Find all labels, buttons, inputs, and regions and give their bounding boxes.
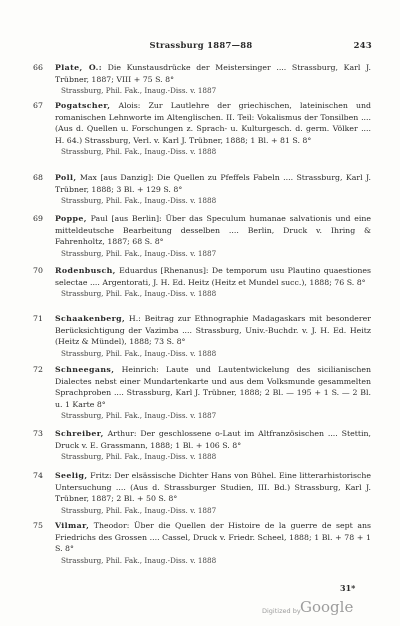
entry-number: 74 bbox=[33, 471, 43, 480]
entry-number: 75 bbox=[33, 521, 43, 530]
bib-entry bbox=[33, 428, 371, 463]
signature-mark: 31* bbox=[340, 583, 356, 593]
entry-author: Poppe, bbox=[55, 214, 87, 223]
entry-note: Strassburg, Phil. Fak., Inaug.-Diss. v. 1887 bbox=[61, 86, 217, 96]
entry-author: Poll, bbox=[55, 173, 77, 182]
entry-text: Max [aus Danzig]: Die Quellen zu Pfeffels Fabeln .... Strassburg, Karl J. Trübner, 1888; 3 Bl. + 129 S. 8° bbox=[55, 173, 371, 194]
entry-note: Strassburg, Phil. Fak., Inaug.-Diss. v. 1888 bbox=[61, 348, 217, 358]
running-header bbox=[30, 40, 372, 54]
digitized-watermark bbox=[262, 598, 372, 618]
entry-number: 68 bbox=[33, 173, 43, 182]
entry-text: H.: Beitrag zur Ethnographie Madagaskars mit besonderer Berücksichtigung der Vazimba .... Strassburg, Univ.-Buchdr. v. J. H. Ed. Heitz (Heitz & Mündel), 1888; 73 S. 8° bbox=[55, 314, 371, 347]
watermark-prefix: Digitized by bbox=[262, 607, 301, 615]
entry-note: Strassburg, Phil. Fak., Inaug.-Diss. v. 1887 bbox=[61, 505, 217, 515]
entry-note: Strassburg, Phil. Fak., Inaug.-Diss. v. 1888 bbox=[61, 196, 217, 206]
entry-text: Eduardus [Rhenanus]: De temporum usu Plautino quaestiones selectae .... Argentorati, J. H. Ed. Heitz (Heitz et Mundel succ.), 1888; 76 S. 8° bbox=[55, 266, 371, 287]
entry-note: Strassburg, Phil. Fak., Inaug.-Diss. v. 1888 bbox=[61, 452, 217, 462]
entry-number: 71 bbox=[33, 314, 43, 323]
entry-number: 67 bbox=[33, 101, 43, 110]
entry-author: Schreiber, bbox=[55, 429, 104, 438]
entry-text: Alois: Zur Lautlehre der griechischen, lateinischen und romanischen Lehnworte im Altenglischen. II. Teil: Vokalismus der Tonsilben .... (Aus d. Quellen u. Forschungen z. Sprach- u. Kulturgesch. d. germ. Völker .... H. 64.) Strassburg, Verl. v. Karl J. Trübner, 1888; 1 Bl. + 81 S. 8° bbox=[55, 101, 371, 145]
bib-entry bbox=[33, 364, 371, 422]
entry-text: Heinrich: Laute und Lautentwickelung des sicilianischen Dialectes nebst einer Mundartenkarte und aus dem Volksmunde gesammelten Sprachproben .... Strassburg, Karl J. Trübner, 1888; 2 Bl. — 195 + 1 S. — 2 Bl. u. 1 Karte 8° bbox=[55, 365, 371, 409]
entry-author: Vilmar, bbox=[55, 521, 90, 530]
bib-entry bbox=[33, 520, 371, 566]
entry-author: Schaakenberg, bbox=[55, 314, 126, 323]
entry-author: Plate, O.: bbox=[55, 63, 102, 72]
bib-entry bbox=[33, 62, 371, 97]
entry-text: Die Kunstausdrücke der Meistersinger .... Strassburg, Karl J. Trübner, 1887; VIII + 75 S. 8° bbox=[55, 63, 372, 84]
entry-note: Strassburg, Phil. Fak., Inaug.-Diss. v. 1888 bbox=[61, 555, 217, 565]
entry-note: Strassburg, Phil. Fak., Inaug.-Diss. v. 1887 bbox=[61, 248, 217, 258]
entry-number: 66 bbox=[33, 63, 43, 72]
entry-text: Arthur: Der geschlossene o-Laut im Altfranzösischen .... Stettin, Druck v. E. Grassmann, 1888; 1 Bl. + 106 S. 8° bbox=[55, 429, 371, 450]
bib-entry bbox=[33, 265, 371, 300]
entry-number: 69 bbox=[33, 214, 43, 223]
entry-note: Strassburg, Phil. Fak., Inaug.-Diss. v. 1887 bbox=[61, 411, 217, 421]
google-logo: Google bbox=[300, 598, 354, 616]
bib-entry bbox=[33, 470, 371, 516]
entry-note: Strassburg, Phil. Fak., Inaug.-Diss. v. 1888 bbox=[61, 147, 217, 157]
entry-text: Paul [aus Berlin]: Über das Speculum humanae salvationis und eine mitteldeutsche Bearbeitung desselben .... Berlin, Druck v. Ihring & Fahrenholtz, 1887; 68 S. 8° bbox=[55, 214, 372, 247]
bib-entry bbox=[33, 313, 371, 359]
bib-entry bbox=[33, 100, 371, 158]
entry-author: Schneegans, bbox=[55, 365, 115, 374]
entry-text: Fritz: Der elsässische Dichter Hans von Bühel. Eine litterarhistorische Untersuchung .... (Aus d. Strassburger Studien, III. Bd.) Strassburg, Karl J. Trübner, 1887; 2 Bl. + 50 S. 8° bbox=[55, 471, 371, 504]
page-number: 243 bbox=[353, 40, 372, 50]
entry-author: Rodenbusch, bbox=[55, 266, 116, 275]
header-title: Strassburg 1887—88 bbox=[149, 40, 253, 50]
entry-note: Strassburg, Phil. Fak., Inaug.-Diss. v. 1888 bbox=[61, 289, 217, 299]
bib-entry bbox=[33, 213, 371, 259]
entry-number: 72 bbox=[33, 365, 43, 374]
entry-text: Theodor: Über die Quellen der Histoire de la guerre de sept ans Friedrichs des Grossen .... Cassel, Druck v. Friedr. Scheel, 1888; 1 Bl. + 78 + 1 S. 8° bbox=[55, 521, 372, 554]
entry-number: 73 bbox=[33, 429, 43, 438]
entry-number: 70 bbox=[33, 266, 43, 275]
entry-author: Seelig, bbox=[55, 471, 88, 480]
bib-entry bbox=[33, 172, 371, 207]
entry-author: Pogatscher, bbox=[55, 101, 111, 110]
